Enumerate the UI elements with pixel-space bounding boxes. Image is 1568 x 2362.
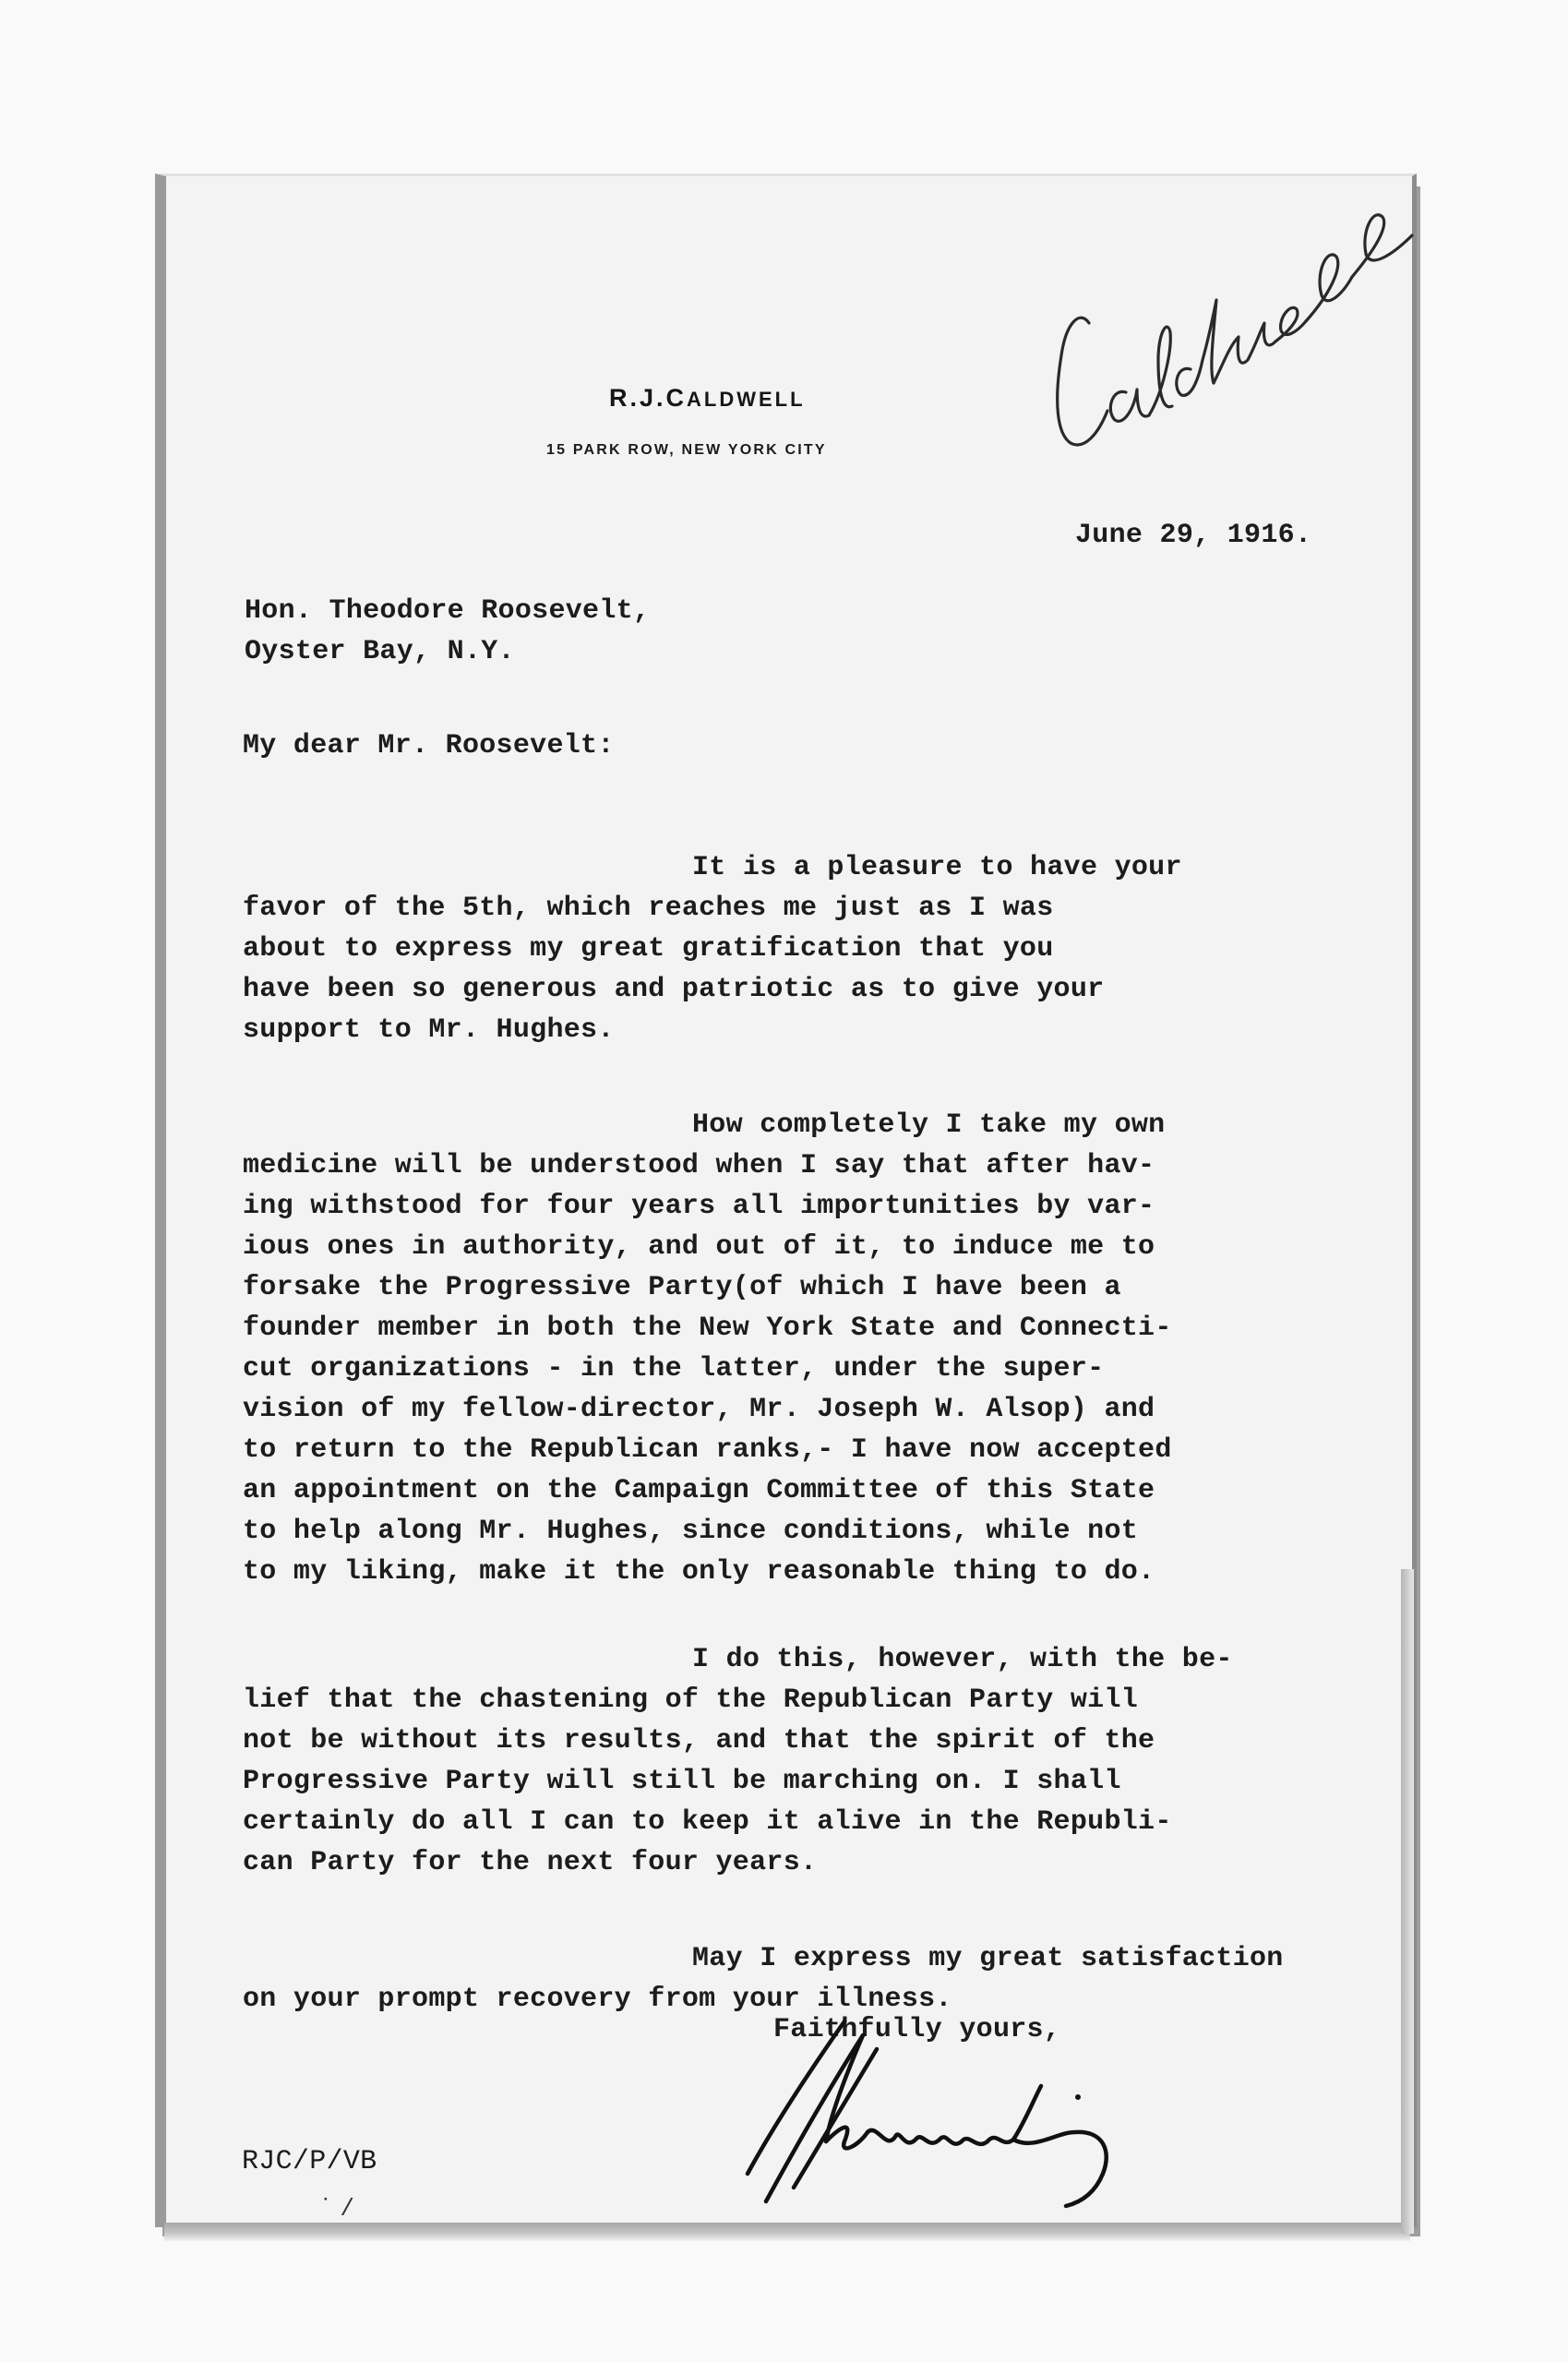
paragraph-line: forsake the Progressive Party(of which I have been a xyxy=(243,1272,1121,1303)
paragraph-line: certainly do all I can to keep it alive in the Republi- xyxy=(243,1806,1172,1838)
letter-date: June 29, 1916. xyxy=(1075,520,1312,551)
paragraph-line: can Party for the next four years. xyxy=(243,1847,818,1878)
stray-pen-mark: ˙ / xyxy=(318,2195,355,2223)
paragraph-line: May I express my great satisfaction xyxy=(692,1943,1284,1974)
paragraph-line: have been so generous and patriotic as to give your xyxy=(243,974,1105,1005)
letterhead-name xyxy=(609,384,806,413)
reference-initials: RJC/P/VB xyxy=(242,2146,377,2177)
body-paragraph-1 xyxy=(243,807,1182,1091)
page-right-shadow xyxy=(1401,1569,1414,2234)
paragraph-line: to return to the Republican ranks,- I have now accepted xyxy=(243,1434,1172,1466)
paragraph-line: to help along Mr. Hughes, since conditions, while not xyxy=(243,1516,1139,1547)
handwritten-annotation-caldwell xyxy=(1034,185,1421,462)
salutation: My dear Mr. Roosevelt: xyxy=(243,730,615,761)
paragraph-line: about to express my great gratification that you xyxy=(243,933,1054,965)
paragraph-line: vision of my fellow-director, Mr. Joseph W. Alsop) and xyxy=(243,1394,1155,1425)
letterhead-initials: R.J. xyxy=(609,384,666,412)
recipient-address xyxy=(245,591,650,672)
paragraph-line: It is a pleasure to have your xyxy=(692,852,1182,883)
paragraph-line: not be without its results, and that the spirit of the xyxy=(243,1725,1155,1757)
paragraph-line: founder member in both the New York State and Connecti- xyxy=(243,1313,1172,1344)
recipient-location-line: Oyster Bay, N.Y. xyxy=(245,636,515,667)
paragraph-line: How completely I take my own xyxy=(692,1109,1166,1141)
paragraph-line: Progressive Party will still be marching on. I shall xyxy=(243,1766,1121,1797)
page-bottom-shadow xyxy=(164,2223,1410,2241)
body-paragraph-3 xyxy=(243,1599,1233,1924)
paragraph-line: medicine will be understood when I say that after hav- xyxy=(243,1150,1155,1181)
complimentary-closing: Faithfully yours, xyxy=(773,2014,1061,2045)
paragraph-line: ing withstood for four years all importunities by var- xyxy=(243,1191,1155,1222)
paragraph-line: I do this, however, with the be- xyxy=(692,1644,1233,1675)
paragraph-line: ious ones in authority, and out of it, to induce me to xyxy=(243,1231,1155,1263)
letterhead-address: 15 PARK ROW, NEW YORK CITY xyxy=(546,442,827,458)
paragraph-line: favor of the 5th, which reaches me just as I was xyxy=(243,893,1054,924)
paragraph-line: to my liking, make it the only reasonable thing to do. xyxy=(243,1556,1155,1588)
paragraph-line: support to Mr. Hughes. xyxy=(243,1014,615,1046)
body-paragraph-2 xyxy=(243,1064,1172,1633)
paragraph-line: on your prompt recovery from your illness. xyxy=(243,1984,952,2015)
paragraph-line: an appointment on the Campaign Committee of this State xyxy=(243,1475,1155,1506)
paragraph-line: cut organizations - in the latter, under the super- xyxy=(243,1353,1105,1385)
paragraph-line: lief that the chastening of the Republican Party will xyxy=(243,1685,1139,1716)
letterhead-surname: CALDWELL xyxy=(665,384,806,412)
recipient-name-line: Hon. Theodore Roosevelt, xyxy=(245,595,651,627)
handwritten-signature xyxy=(738,2012,1375,2215)
